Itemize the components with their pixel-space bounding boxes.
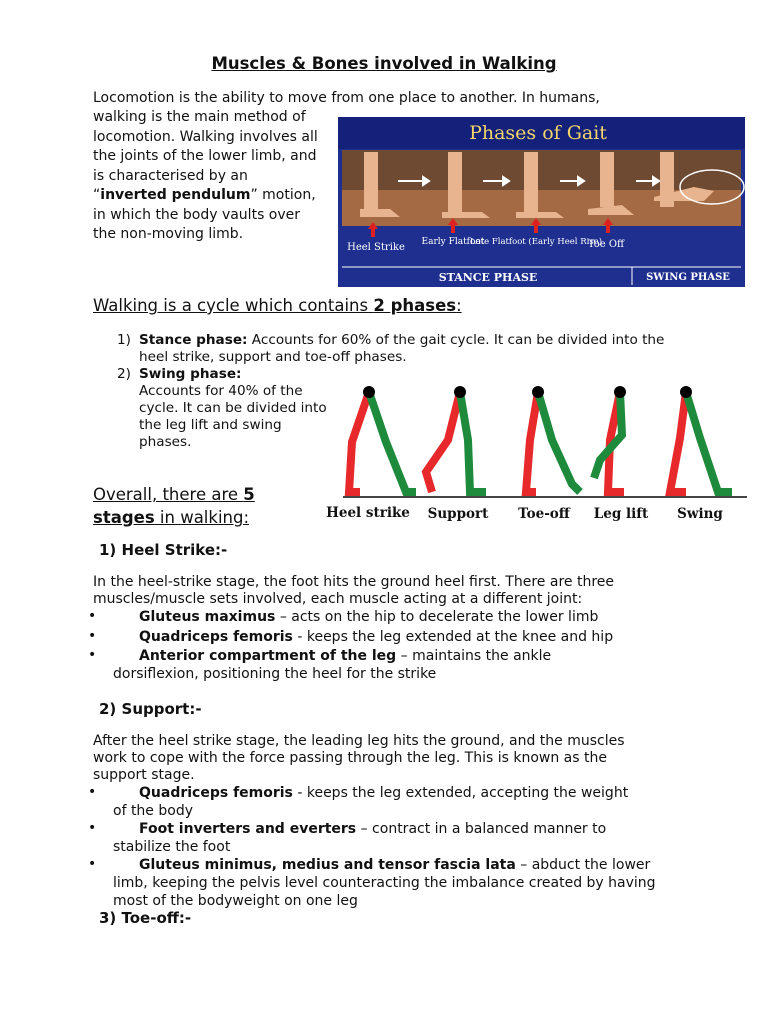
gait-label-early-flatfoot: Early Flatfoot <box>421 237 485 247</box>
walking-stages-image <box>326 380 750 540</box>
stance-text: Accounts for 60% of the gait cycle. It can be divided into the heel strike, support and toe-off phases. <box>139 332 665 365</box>
stage-label-toe-off: Toe-off <box>518 506 570 522</box>
cycle-heading-bold: 2 phases <box>373 296 457 315</box>
bullet-icon: • <box>88 784 97 800</box>
cycle-heading-colon: : <box>456 296 462 315</box>
gait-label-toe-off: Toe Off <box>587 239 625 250</box>
swing-label-text: Swing phase: <box>139 366 242 382</box>
intro-line-1: Locomotion is the ability to move from one place to another. In humans, <box>93 90 600 106</box>
bullet-icon: • <box>88 647 97 663</box>
support-bullet-1-term: Quadriceps femoris <box>139 785 293 801</box>
stage-label-support: Support <box>427 506 489 522</box>
gait-label-late-flatfoot: Late Flatfoot (Early Heel Rise) <box>469 237 603 247</box>
heel-bullet-1 <box>113 608 673 626</box>
support-bullet-2-term: Foot inverters and everters <box>139 821 357 837</box>
bullet-icon: • <box>88 856 97 872</box>
heel-bullet-1-term: Gluteus maximus <box>139 609 276 625</box>
support-bullet-2 <box>113 820 668 856</box>
heel-bullet-3-term: Anterior compartment of the leg <box>139 648 397 664</box>
cycle-heading-text: Walking is a cycle which contains <box>93 296 374 315</box>
page-title: Muscles & Bones involved in Walking <box>211 54 557 73</box>
support-bullet-3 <box>113 856 668 910</box>
intro-paragraph <box>93 108 319 245</box>
swing-number: 2) <box>117 366 131 382</box>
overall-heading <box>93 483 313 529</box>
swing-phase-label: SWING PHASE <box>646 272 730 283</box>
heel-bullet-1-text: – acts on the hip to decelerate the lower limb <box>275 609 599 625</box>
bullet-icon: • <box>88 820 97 836</box>
stance-number: 1) <box>117 332 131 348</box>
stage-label-leg-lift: Leg lift <box>593 506 649 522</box>
heel-bullet-2-term: Quadriceps femoris <box>139 629 293 645</box>
stance-item <box>139 332 679 366</box>
cycle-heading <box>93 296 462 315</box>
heel-bullet-3-text: – maintains the ankle dorsiflexion, positioning the heel for the strike <box>113 648 552 682</box>
heel-bullet-2-text: - keeps the leg extended at the knee and hip <box>292 629 614 645</box>
support-paragraph: After the heel strike stage, the leading leg hits the ground, and the muscles work to cope with the force passing through the leg. This is known as the support stage. <box>93 733 625 783</box>
support-bullet-3-term: Gluteus minimus, medius and tensor fascia lata <box>139 857 516 873</box>
gait-label-heel-strike: Heel Strike <box>347 242 405 253</box>
stage-label-heel: Heel strike <box>326 505 410 521</box>
bullet-icon: • <box>88 628 97 644</box>
heel-strike-heading: 1) Heel Strike:- <box>99 541 228 559</box>
support-heading: 2) Support:- <box>99 700 202 718</box>
gait-image-title: Phases of Gait <box>469 122 607 144</box>
intro-bold-term: inverted pendulum <box>100 187 251 203</box>
stage-label-swing: Swing <box>677 506 723 522</box>
intro-text-2: ” motion, in which the body vaults over the non-moving limb. <box>93 187 316 242</box>
support-bullet-2-text: – contract in a balanced manner to stabilize the foot <box>113 821 607 855</box>
heel-bullet-3 <box>113 647 633 683</box>
stance-phase-label: STANCE PHASE <box>438 271 538 284</box>
support-bullet-1 <box>113 784 633 820</box>
support-bullet-3-text: – abduct the lower limb, keeping the pelvis level counteracting the imbalance created by having most of the bodyweight on one leg <box>113 857 656 909</box>
overall-text: Overall, there are <box>93 485 244 504</box>
heel-bullet-2 <box>113 628 673 646</box>
support-bullet-1-text: - keeps the leg extended, accepting the weight of the body <box>113 785 629 819</box>
intro-text-1: walking is the main method of locomotion. Walking involves all the joints of the lower limb, and is characterised by an “ <box>93 109 318 203</box>
swing-text: Accounts for 40% of the cycle. It can be divided into the leg lift and swing phases. <box>139 383 327 450</box>
toe-off-heading: 3) Toe-off:- <box>99 909 192 927</box>
overall-stages: stages <box>93 508 155 527</box>
swing-label <box>139 366 241 383</box>
heel-strike-paragraph: In the heel-strike stage, the foot hits the ground heel first. There are three muscles/muscle sets involved, each muscle acting at a different joint: <box>93 574 614 607</box>
overall-count: 5 <box>243 485 255 504</box>
gait-phases-image <box>338 117 745 287</box>
overall-suffix: in walking: <box>154 508 250 527</box>
stance-label: Stance phase: <box>139 332 248 348</box>
bullet-icon: • <box>88 608 97 624</box>
